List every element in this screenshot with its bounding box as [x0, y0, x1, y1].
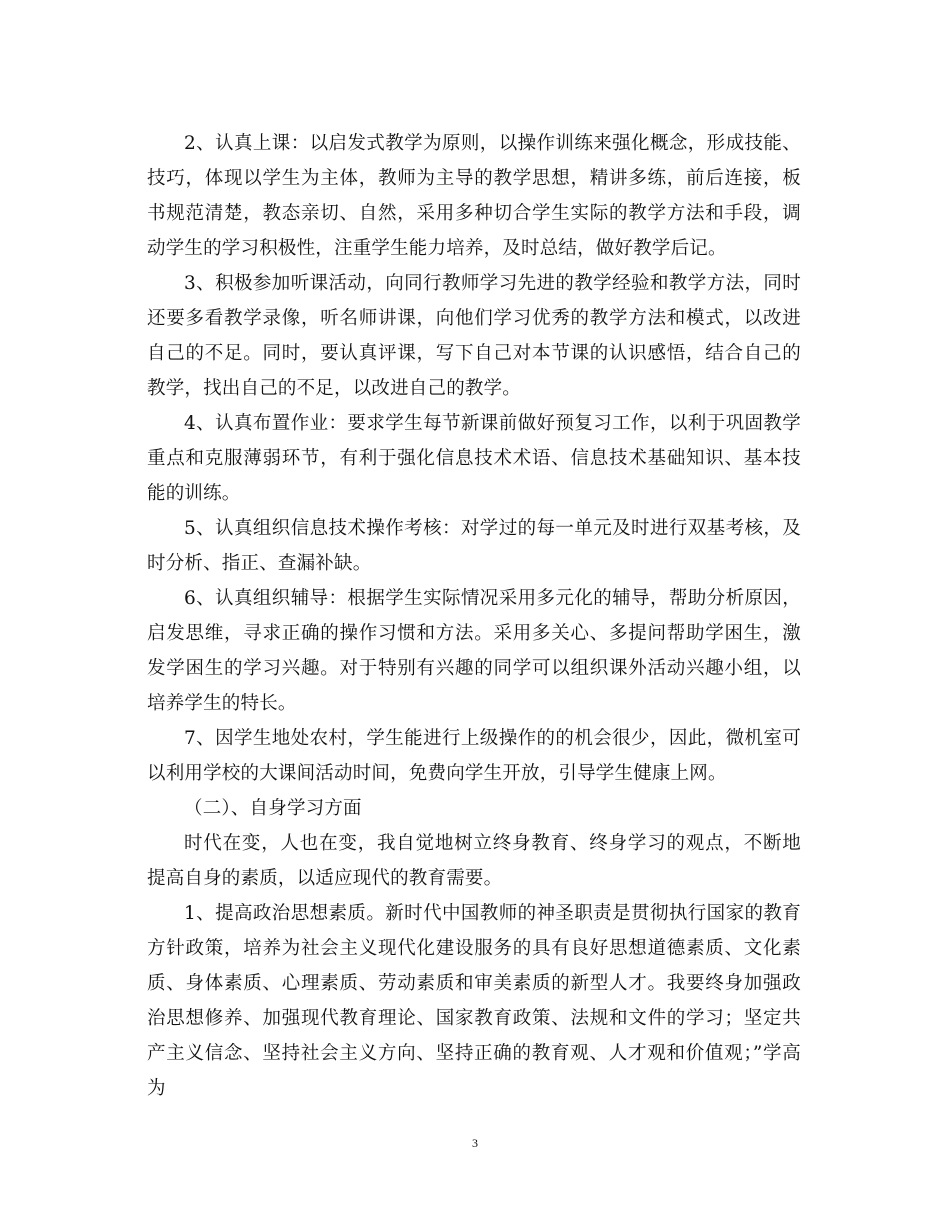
- paragraph-item-7: 7、因学生地处农村，学生能进行上级操作的的机会很少，因此，微机室可以利用学校的大课间活动时间，免费向学生开放，引导学生健康上网。: [147, 728, 801, 784]
- paragraph-intro-self-study: 时代在变，人也在变，我自觉地树立终身教育、终身学习的观点，不断地提高自身的素质，以适应现代的教育需要。: [147, 833, 801, 889]
- section-heading-self-study: （二）、自身学习方面: [184, 798, 362, 819]
- paragraph-item-2: 2、认真上课：以启发式教学为原则，以操作训练来强化概念，形成技能、技巧，体现以学生为主体，教师为主导的教学思想，精讲多练，前后连接，板书规范清楚，教态亲切、自然，采用多种切合学生实际的教学方法和手段，调动学生的学习积极性，注重学生能力培养，及时总结，做好教学后记。: [147, 133, 801, 259]
- page-number: 3: [472, 1136, 478, 1150]
- document-body: [147, 126, 801, 1106]
- paragraph-item-3: 3、积极参加听课活动，向同行教师学习先进的教学经验和教学方法，同时还要多看教学录像，听名师讲课，向他们学习优秀的教学方法和模式，以改进自己的不足。同时，要认真评课，写下自己对本节课的认识感悟，结合自己的教学，找出自己的不足，以改进自己的教学。: [147, 273, 801, 399]
- paragraph-item-5: 5、认真组织信息技术操作考核：对学过的每一单元及时进行双基考核，及时分析、指正、查漏补缺。: [147, 518, 801, 574]
- paragraph-item-political: 1、提高政治思想素质。新时代中国教师的神圣职责是贯彻执行国家的教育方针政策，培养为社会主义现代化建设服务的具有良好思想道德素质、文化素质、身体素质、心理素质、劳动素质和审美素质的新型人才。我要终身加强政治思想修养、加强现代教育理论、国家教育政策、法规和文件的学习；坚定共产主义信念、坚持社会主义方向、坚持正确的教育观、人才观和价值观；”学高为: [147, 903, 801, 1099]
- paragraph-item-4: 4、认真布置作业：要求学生每节新课前做好预复习工作，以利于巩固教学重点和克服薄弱环节，有利于强化信息技术术语、信息技术基础知识、基本技能的训练。: [147, 413, 801, 504]
- paragraph-item-6: 6、认真组织辅导：根据学生实际情况采用多元化的辅导，帮助分析原因，启发思维，寻求正确的操作习惯和方法。采用多关心、多提问帮助学困生，激发学困生的学习兴趣。对于特别有兴趣的同学可以组织课外活动兴趣小组，以培养学生的特长。: [147, 588, 801, 714]
